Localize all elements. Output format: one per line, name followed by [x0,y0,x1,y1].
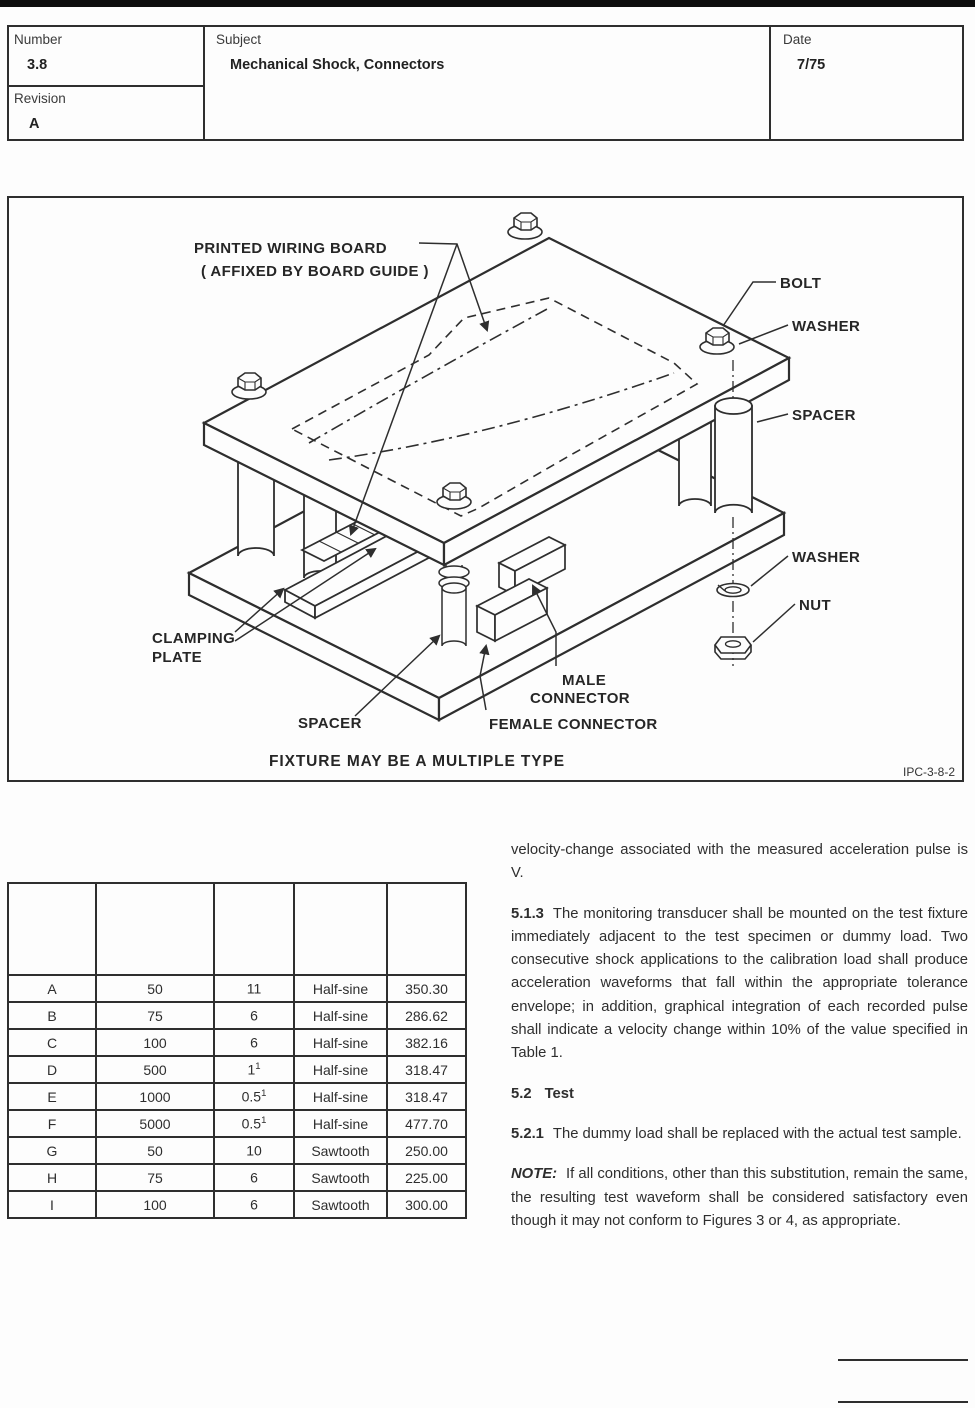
table-row [8,1164,466,1191]
table-row [8,1083,466,1110]
cell-accel: 1000 [96,1083,214,1110]
label-washer-bottom: WASHER [792,549,861,566]
table-header-cell [8,883,96,975]
cell-duration-value: 1 [247,1061,256,1078]
table-row [8,1002,466,1029]
cell-condition: I [8,1191,96,1218]
cell-accel: 50 [96,975,214,1002]
cell-accel: 75 [96,1002,214,1029]
cell-condition: E [8,1083,96,1110]
footnote-rule-bottom [838,1401,968,1403]
cell-duration [214,1110,294,1137]
paragraph-intro [511,839,968,886]
cell-duration-value: 10 [246,1142,262,1159]
cell-condition: A [8,975,96,1002]
section-title: Test [544,1085,574,1102]
label-clamping: CLAMPING [152,630,236,647]
bolt-glyph [508,213,542,239]
cell-velocity: 318.47 [387,1083,466,1110]
revision-label: Revision [14,91,66,106]
number-revision-cell [9,27,205,139]
table-row [8,975,466,1002]
cell-accel: 500 [96,1056,214,1083]
cell-waveform: Half-sine [294,1002,387,1029]
page-top-bar [0,0,975,7]
cell-duration-sup: 1 [261,1088,267,1100]
cell-velocity: 350.30 [387,975,466,1002]
cell-waveform: Half-sine [294,975,387,1002]
cell-duration-sup: 1 [261,1115,267,1127]
date-value: 7/75 [797,57,826,73]
label-male-connector: CONNECTOR [530,690,630,707]
bolt-glyph [232,373,266,399]
cell-velocity: 250.00 [387,1137,466,1164]
date-label: Date [783,32,812,47]
cell-accel: 5000 [96,1110,214,1137]
label-plate: PLATE [152,649,203,666]
cell-duration [214,1083,294,1110]
shock-fixture-drawing [9,198,962,780]
cell-waveform: Half-sine [294,1056,387,1083]
revision-value: A [29,116,40,132]
subject-value: Mechanical Shock, Connectors [230,57,445,73]
cell-duration [214,975,294,1002]
section-number: 5.2 [511,1085,532,1102]
cell-duration [214,1002,294,1029]
cell-waveform: Half-sine [294,1083,387,1110]
cell-duration-value: 0.5 [241,1088,262,1105]
label-affixed-by-board-guide: ( AFFIXED BY BOARD GUIDE ) [201,263,429,280]
exploded-nut [715,637,751,659]
cell-duration-sup: 1 [255,1061,261,1073]
section-5-1-3 [511,903,968,1066]
cell-divider [9,85,203,87]
cell-waveform: Sawtooth [294,1191,387,1218]
note-text: If all conditions, other than this substitution, remain the same, the resulting test waveform shall be considered satisfactory even though it may not conform to Figures 3 or 4, as appropriate. [511,1166,968,1229]
body-text-column [511,839,968,1250]
cell-condition: D [8,1056,96,1083]
table-row [8,1029,466,1056]
cell-velocity: 477.70 [387,1110,466,1137]
cell-accel: 50 [96,1137,214,1164]
cell-velocity: 318.47 [387,1056,466,1083]
cell-waveform: Sawtooth [294,1164,387,1191]
section-5-2-heading [511,1083,968,1106]
paragraph-intro-text: velocity-change associated with the measured acceleration pulse is V. [511,842,968,882]
cell-waveform: Half-sine [294,1110,387,1137]
table-row [8,1110,466,1137]
table-header-cell [214,883,294,975]
cell-duration [214,1191,294,1218]
label-bolt: BOLT [780,275,822,292]
cell-condition: C [8,1029,96,1056]
label-male: MALE [562,672,607,689]
table-header-cell [294,883,387,975]
cell-duration [214,1137,294,1164]
table-header-cell [96,883,214,975]
figure-box [7,196,964,782]
figure-caption: FIXTURE MAY BE A MULTIPLE TYPE [269,753,565,770]
note-paragraph [511,1163,968,1233]
cell-velocity: 382.16 [387,1029,466,1056]
section-text: The monitoring transducer shall be mounted on the test fixture immediately adjacent to the test specimen or dummy load. Two consecutive shock applications to the calibration load shall produce acceleration waveforms that fall within the appropriate tolerance envelope; in addition, graphical integration of each recorded pulse shall indicate a velocity change within 10% of the value specified in Table 1. [511,905,968,1062]
label-printed-wiring-board: PRINTED WIRING BOARD [194,240,387,257]
section-text: The dummy load shall be replaced with the actual test sample. [552,1125,962,1142]
label-nut: NUT [799,597,832,614]
cell-velocity: 300.00 [387,1191,466,1218]
cell-duration [214,1029,294,1056]
table-header-cell [387,883,466,975]
title-block [7,25,964,141]
exploded-washer [717,584,749,597]
section-number: 5.2.1 [511,1125,544,1142]
label-washer-top: WASHER [792,318,861,335]
cell-condition: F [8,1110,96,1137]
label-spacer-right: SPACER [792,407,856,424]
cell-duration-value: 6 [250,1196,258,1213]
table-row [8,1191,466,1218]
table-row [8,1137,466,1164]
cell-accel: 75 [96,1164,214,1191]
cell-condition: H [8,1164,96,1191]
cell-duration-value: 0.5 [241,1115,262,1132]
cell-duration [214,1164,294,1191]
cell-duration [214,1056,294,1083]
cell-accel: 100 [96,1029,214,1056]
label-female-connector: FEMALE CONNECTOR [489,716,658,733]
subject-label: Subject [216,32,262,47]
table-header-row [8,883,466,975]
label-spacer-bottom: SPACER [298,715,362,732]
cell-condition: G [8,1137,96,1164]
cell-velocity: 286.62 [387,1002,466,1029]
cell-duration-value: 6 [250,1169,258,1186]
note-label: NOTE: [511,1166,558,1183]
section-number: 5.1.3 [511,905,544,922]
date-cell [769,27,962,139]
cell-velocity: 225.00 [387,1164,466,1191]
table-row [8,1056,466,1083]
cell-waveform: Sawtooth [294,1137,387,1164]
shock-test-table [7,882,467,1219]
cell-waveform: Half-sine [294,1029,387,1056]
cell-duration-value: 6 [250,1034,258,1051]
section-5-2-1 [511,1123,968,1146]
number-value: 3.8 [27,57,48,73]
cell-duration-value: 11 [246,980,262,997]
cell-condition: B [8,1002,96,1029]
footnote-rule-top [838,1359,968,1361]
cell-duration-value: 6 [250,1007,258,1024]
figure-id: IPC-3-8-2 [902,765,955,779]
cell-accel: 100 [96,1191,214,1218]
number-label: Number [14,32,63,47]
